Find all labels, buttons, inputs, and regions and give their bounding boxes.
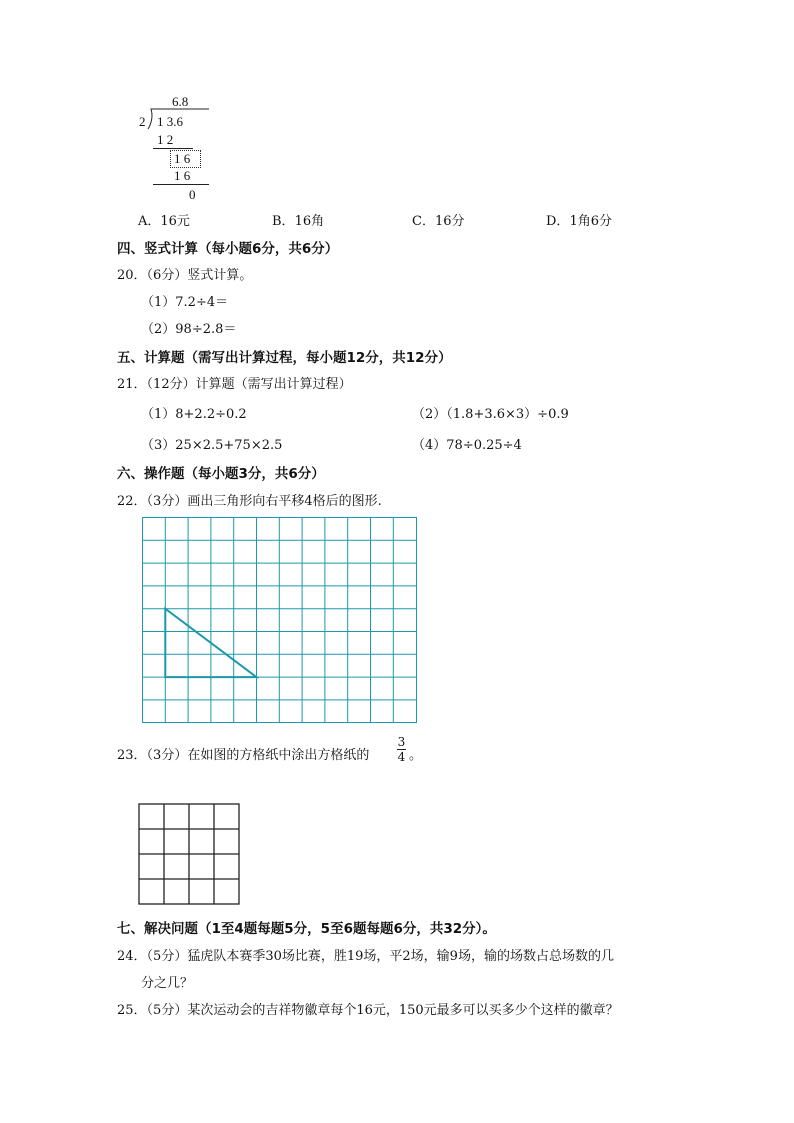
q23-prefix: 23．（3分）在如图的方格纸中涂出方格纸的 [117, 748, 370, 763]
option-d[interactable]: D．1角6分 [546, 214, 612, 229]
section-6-title: 六、操作题（每小题3分，共6分） [117, 466, 325, 482]
option-a[interactable]: A．16元 [138, 214, 190, 229]
option-b[interactable]: B．16角 [272, 214, 325, 229]
q23-fraction [397, 736, 406, 763]
section-7-title: 七、解决问题（1至4题每题5分，5至6题每题6分，共32分）。 [117, 921, 496, 937]
q20-item-1: （1）7.2÷4＝ [141, 295, 229, 310]
q23-suffix: 。 [409, 748, 423, 763]
division-quotient: 6.8 [172, 94, 189, 109]
division-divisor: 2 [139, 114, 146, 129]
translation-grid [142, 517, 418, 724]
division-line-1 [153, 148, 193, 149]
division-remainder: 0 [189, 187, 196, 202]
section-5-title: 五、计算题（需写出计算过程，每小题12分，共12分） [117, 350, 452, 366]
fraction-grid[interactable] [138, 803, 241, 906]
division-line-2 [153, 184, 209, 185]
grid-lines [142, 517, 417, 723]
fraction-denominator: 4 [397, 750, 406, 764]
q22-text: 22．（3分）画出三角形向右平移4格后的图形. [117, 494, 382, 509]
fraction-numerator: 3 [397, 735, 406, 749]
q25-text: 25．（5分）某次运动会的吉祥物徽章每个16元，150元最多可以买多少个这样的徽章？ [117, 1003, 619, 1018]
division-step3: 1 6 [174, 168, 191, 183]
q21-item-2: （2）（1.8+3.6×3）÷0.9 [412, 407, 569, 422]
q21-item-3: （3）25×2.5+75×2.5 [141, 438, 283, 453]
q24-line-1: 24．（5分）猛虎队本赛季30场比赛，胜19场，平2场，输9场，输的场数占总场数的几 [117, 949, 614, 964]
section-4-title: 四、竖式计算（每小题6分，共6分） [117, 241, 339, 257]
q21-item-4: （4）78÷0.25÷4 [412, 438, 522, 453]
q24-line-2: 分之几？ [141, 976, 194, 991]
q21-item-1: （1）8+2.2÷0.2 [141, 407, 247, 422]
division-step2: 1 6 [174, 151, 191, 166]
q20-item-2: （2）98÷2.8＝ [141, 322, 237, 337]
division-dividend: 1 3.6 [157, 114, 183, 129]
option-c[interactable]: C．16分 [412, 214, 465, 229]
q21-text: 21．（12分）计算题（需写出计算过程） [117, 377, 352, 392]
q20-text: 20．（6分）竖式计算。 [117, 268, 253, 283]
division-step1: 1 2 [157, 132, 174, 147]
q23-text [117, 744, 369, 763]
